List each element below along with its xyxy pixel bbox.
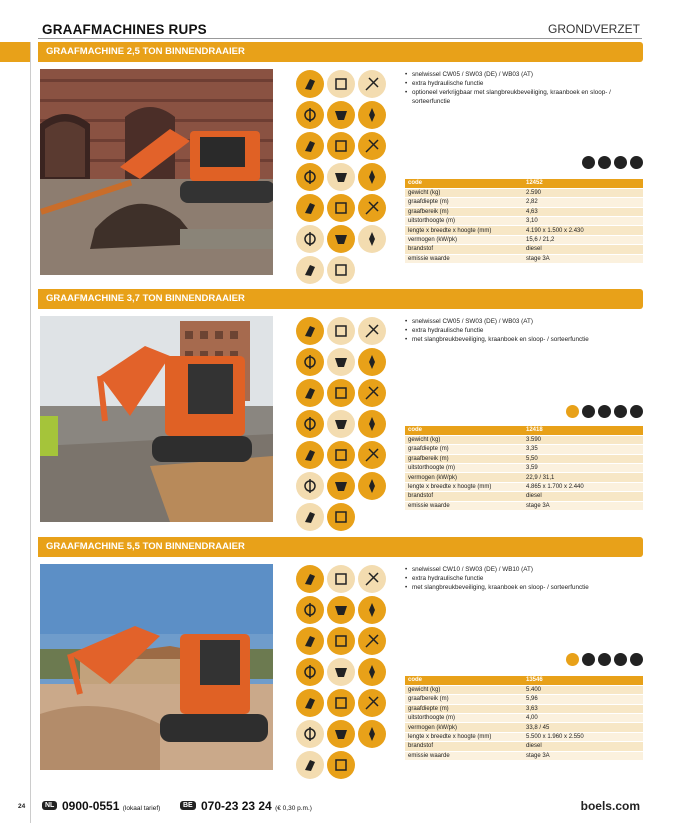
- phone-nl-note: (lokaal tarief): [122, 805, 161, 812]
- attachment-icon: [296, 70, 324, 98]
- product-section: [38, 42, 643, 282]
- crane-icon: [630, 405, 643, 418]
- attachment-icon: [358, 70, 386, 98]
- attachment-icon: [327, 101, 355, 129]
- product-photo: [40, 564, 273, 770]
- tracks-icon: [582, 156, 595, 169]
- spec-value: diesel: [523, 245, 643, 254]
- spec-value: 15,6 / 21,2: [523, 235, 643, 244]
- spec-value: diesel: [523, 742, 643, 751]
- attachment-icon: [358, 317, 386, 345]
- attachment-icon: [296, 689, 324, 717]
- attachment-icon: [296, 132, 324, 160]
- attachment-icon: [327, 348, 355, 376]
- attachment-icon-grid: [296, 317, 386, 531]
- side-tab: [0, 42, 30, 62]
- phone-nl: [62, 799, 160, 813]
- spec-label: graafdiepte (m): [405, 704, 523, 713]
- spec-value: 4,63: [523, 207, 643, 216]
- spec-label: graafbereik (m): [405, 207, 523, 216]
- spec-label: uitstorthoogte (m): [405, 714, 523, 723]
- attachment-icon: [327, 163, 355, 191]
- attachment-icon: [327, 689, 355, 717]
- spec-label: graafdiepte (m): [405, 198, 523, 207]
- attachment-icon: [327, 596, 355, 624]
- spec-value: 5.400: [523, 685, 643, 694]
- spec-value: stage 3A: [523, 254, 643, 263]
- feature-item: • snelwissel CW10 / SW03 (DE) / WB10 (AT): [405, 565, 643, 574]
- attachment-icon: [358, 472, 386, 500]
- product-photo: [40, 316, 273, 522]
- spec-row: [405, 426, 643, 435]
- spec-label: vermogen (kW/pk): [405, 473, 523, 482]
- spec-row: [405, 198, 643, 207]
- attachment-icon: [327, 225, 355, 253]
- attachment-icon: [296, 751, 324, 779]
- spec-row: [405, 254, 643, 263]
- spec-label: code: [405, 676, 523, 685]
- spec-row: [405, 501, 643, 510]
- spec-row: [405, 723, 643, 732]
- spec-value: 12418: [523, 426, 643, 435]
- tracks-icon: [582, 653, 595, 666]
- spec-table: [405, 426, 643, 511]
- feature-item: • met slangbreukbeveiliging, kraanboek en sloop- / sorteerfunctie: [405, 335, 643, 344]
- section-title: GRAAFMACHINE 3,7 TON BINNENDRAAIER: [38, 289, 643, 309]
- spec-row: [405, 435, 643, 444]
- attachment-icon: [296, 163, 324, 191]
- attachment-icon: [327, 503, 355, 531]
- spec-value: stage 3A: [523, 751, 643, 760]
- spec-value: 4.190 x 1.500 x 2.430: [523, 226, 643, 235]
- spec-row: [405, 685, 643, 694]
- attachment-icon: [358, 379, 386, 407]
- feature-item: • extra hydraulische functie: [405, 326, 643, 335]
- feature-item: • met slangbreukbeveiliging, kraanboek en sloop- / sorteerfunctie: [405, 583, 643, 592]
- spec-value: 4.865 x 1.700 x 2.440: [523, 482, 643, 491]
- phone-be-number: 070-23 23 24: [201, 799, 272, 813]
- attachment-icon: [358, 132, 386, 160]
- product-photo: [40, 69, 273, 275]
- country-badge-nl: NL: [42, 801, 57, 810]
- attachment-icon: [358, 348, 386, 376]
- attachment-icon: [358, 410, 386, 438]
- spec-row: [405, 217, 643, 226]
- attachment-icon: [358, 565, 386, 593]
- attachment-icon: [327, 194, 355, 222]
- product-section: [38, 289, 643, 529]
- spec-row: [405, 751, 643, 760]
- attachment-icon: [296, 441, 324, 469]
- attachment-icon: [358, 441, 386, 469]
- spec-row: [405, 454, 643, 463]
- spec-label: code: [405, 179, 523, 188]
- spec-table: [405, 179, 643, 264]
- product-section: [38, 537, 643, 777]
- attachment-icon: [358, 596, 386, 624]
- phone-be-note: (€ 0,30 p.m.): [275, 805, 312, 812]
- attachment-icon: [296, 410, 324, 438]
- spec-value: 22,9 / 31,1: [523, 473, 643, 482]
- attachment-icon: [327, 658, 355, 686]
- spec-value: 3,63: [523, 704, 643, 713]
- engine-icon: [598, 156, 611, 169]
- spec-label: lengte x breedte x hoogte (mm): [405, 226, 523, 235]
- attachment-icon: [327, 720, 355, 748]
- website-link[interactable]: boels.com: [580, 799, 640, 813]
- attachment-icon: [327, 627, 355, 655]
- feature-item: • extra hydraulische functie: [405, 574, 643, 583]
- feature-list: [405, 70, 643, 106]
- attachment-icon: [327, 751, 355, 779]
- attachment-icon: [296, 503, 324, 531]
- attachment-icon: [327, 70, 355, 98]
- country-badge-be: BE: [180, 801, 196, 810]
- page-section-label: GRONDVERZET: [547, 22, 640, 36]
- attachment-icon: [327, 472, 355, 500]
- spec-label: graafbereik (m): [405, 454, 523, 463]
- spec-label: graafdiepte (m): [405, 445, 523, 454]
- spec-value: 3,10: [523, 217, 643, 226]
- attachment-icon: [296, 256, 324, 284]
- spec-value: 5,50: [523, 454, 643, 463]
- spec-value: 13546: [523, 676, 643, 685]
- spec-row: [405, 464, 643, 473]
- spec-row: [405, 732, 643, 741]
- attachment-icon-grid: [296, 70, 386, 284]
- attachment-icon: [327, 256, 355, 284]
- spec-label: vermogen (kW/pk): [405, 235, 523, 244]
- spec-value: 2,82: [523, 198, 643, 207]
- attachment-icon: [327, 565, 355, 593]
- attachment-icon-grid: [296, 565, 386, 779]
- spec-value: 12452: [523, 179, 643, 188]
- spec-label: gewicht (kg): [405, 685, 523, 694]
- spec-label: brandstof: [405, 492, 523, 501]
- spec-label: graafbereik (m): [405, 695, 523, 704]
- spec-value: 5,96: [523, 695, 643, 704]
- page-footer: [0, 783, 676, 823]
- attachment-icon: [296, 565, 324, 593]
- spec-row: [405, 207, 643, 216]
- spec-label: emissie waarde: [405, 254, 523, 263]
- attachment-icon: [358, 627, 386, 655]
- attachment-icon: [358, 689, 386, 717]
- attachment-icon: [296, 658, 324, 686]
- spec-row: [405, 245, 643, 254]
- spec-row: [405, 445, 643, 454]
- spec-value: 2.590: [523, 188, 643, 197]
- spec-value: 33,8 / 45: [523, 723, 643, 732]
- spec-label: brandstof: [405, 742, 523, 751]
- spec-value: diesel: [523, 492, 643, 501]
- rotation-icon: [566, 405, 579, 418]
- attachment-icon: [327, 441, 355, 469]
- phone-nl-number: 0900-0551: [62, 799, 120, 813]
- feature-icons: [566, 653, 643, 666]
- attachment-icon: [296, 472, 324, 500]
- feature-list: [405, 317, 643, 344]
- transport-icon: [614, 405, 627, 418]
- tracks-icon: [582, 405, 595, 418]
- spec-value: 3,35: [523, 445, 643, 454]
- spec-row: [405, 704, 643, 713]
- spec-row: [405, 742, 643, 751]
- crane-icon: [630, 653, 643, 666]
- spec-value: 3.590: [523, 435, 643, 444]
- phone-be: [201, 799, 312, 813]
- spec-row: [405, 714, 643, 723]
- attachment-icon: [296, 194, 324, 222]
- spec-label: gewicht (kg): [405, 435, 523, 444]
- transport-icon: [614, 653, 627, 666]
- spec-row: [405, 482, 643, 491]
- spec-row: [405, 188, 643, 197]
- spec-label: lengte x breedte x hoogte (mm): [405, 482, 523, 491]
- attachment-icon: [296, 720, 324, 748]
- spec-row: [405, 179, 643, 188]
- feature-icons: [582, 156, 643, 169]
- spec-value: 4,00: [523, 714, 643, 723]
- spec-label: uitstorthoogte (m): [405, 464, 523, 473]
- attachment-icon: [358, 658, 386, 686]
- attachment-icon: [327, 132, 355, 160]
- transport-icon: [614, 156, 627, 169]
- margin-line: [30, 42, 31, 823]
- attachment-icon: [296, 317, 324, 345]
- attachment-icon: [327, 379, 355, 407]
- attachment-icon: [327, 410, 355, 438]
- feature-list: [405, 565, 643, 592]
- feature-item: • snelwissel CW05 / SW03 (DE) / WB03 (AT): [405, 317, 643, 326]
- spec-label: emissie waarde: [405, 501, 523, 510]
- spec-value: stage 3A: [523, 501, 643, 510]
- attachment-icon: [358, 194, 386, 222]
- spec-label: uitstorthoogte (m): [405, 217, 523, 226]
- spec-row: [405, 492, 643, 501]
- spec-row: [405, 473, 643, 482]
- spec-label: emissie waarde: [405, 751, 523, 760]
- attachment-icon: [327, 317, 355, 345]
- spec-table: [405, 676, 643, 761]
- rotation-icon: [566, 653, 579, 666]
- spec-row: [405, 226, 643, 235]
- attachment-icon: [358, 720, 386, 748]
- spec-value: 3,59: [523, 464, 643, 473]
- spec-row: [405, 695, 643, 704]
- spec-value: 5.500 x 1.960 x 2.550: [523, 732, 643, 741]
- spec-row: [405, 676, 643, 685]
- header-rule: [38, 38, 642, 39]
- page-number: 24: [18, 803, 26, 810]
- attachment-icon: [296, 101, 324, 129]
- spec-label: code: [405, 426, 523, 435]
- feature-icons: [566, 405, 643, 418]
- attachment-icon: [296, 596, 324, 624]
- attachment-icon: [296, 379, 324, 407]
- attachment-icon: [358, 163, 386, 191]
- attachment-icon: [296, 225, 324, 253]
- engine-icon: [598, 653, 611, 666]
- spec-row: [405, 235, 643, 244]
- crane-icon: [630, 156, 643, 169]
- engine-icon: [598, 405, 611, 418]
- spec-label: brandstof: [405, 245, 523, 254]
- attachment-icon: [358, 101, 386, 129]
- page-title: GRAAFMACHINES RUPS: [42, 22, 207, 37]
- feature-item: • extra hydraulische functie: [405, 79, 643, 88]
- spec-label: gewicht (kg): [405, 188, 523, 197]
- section-title: GRAAFMACHINE 5,5 TON BINNENDRAAIER: [38, 537, 643, 557]
- feature-item: • optioneel verkrijgbaar met slangbreukbeveiliging, kraanboek en sloop- / sorteerfunctie: [405, 88, 643, 106]
- section-title: GRAAFMACHINE 2,5 TON BINNENDRAAIER: [38, 42, 643, 62]
- feature-item: • snelwissel CW05 / SW03 (DE) / WB03 (AT): [405, 70, 643, 79]
- attachment-icon: [296, 348, 324, 376]
- attachment-icon: [358, 225, 386, 253]
- spec-label: lengte x breedte x hoogte (mm): [405, 732, 523, 741]
- spec-label: vermogen (kW/pk): [405, 723, 523, 732]
- attachment-icon: [296, 627, 324, 655]
